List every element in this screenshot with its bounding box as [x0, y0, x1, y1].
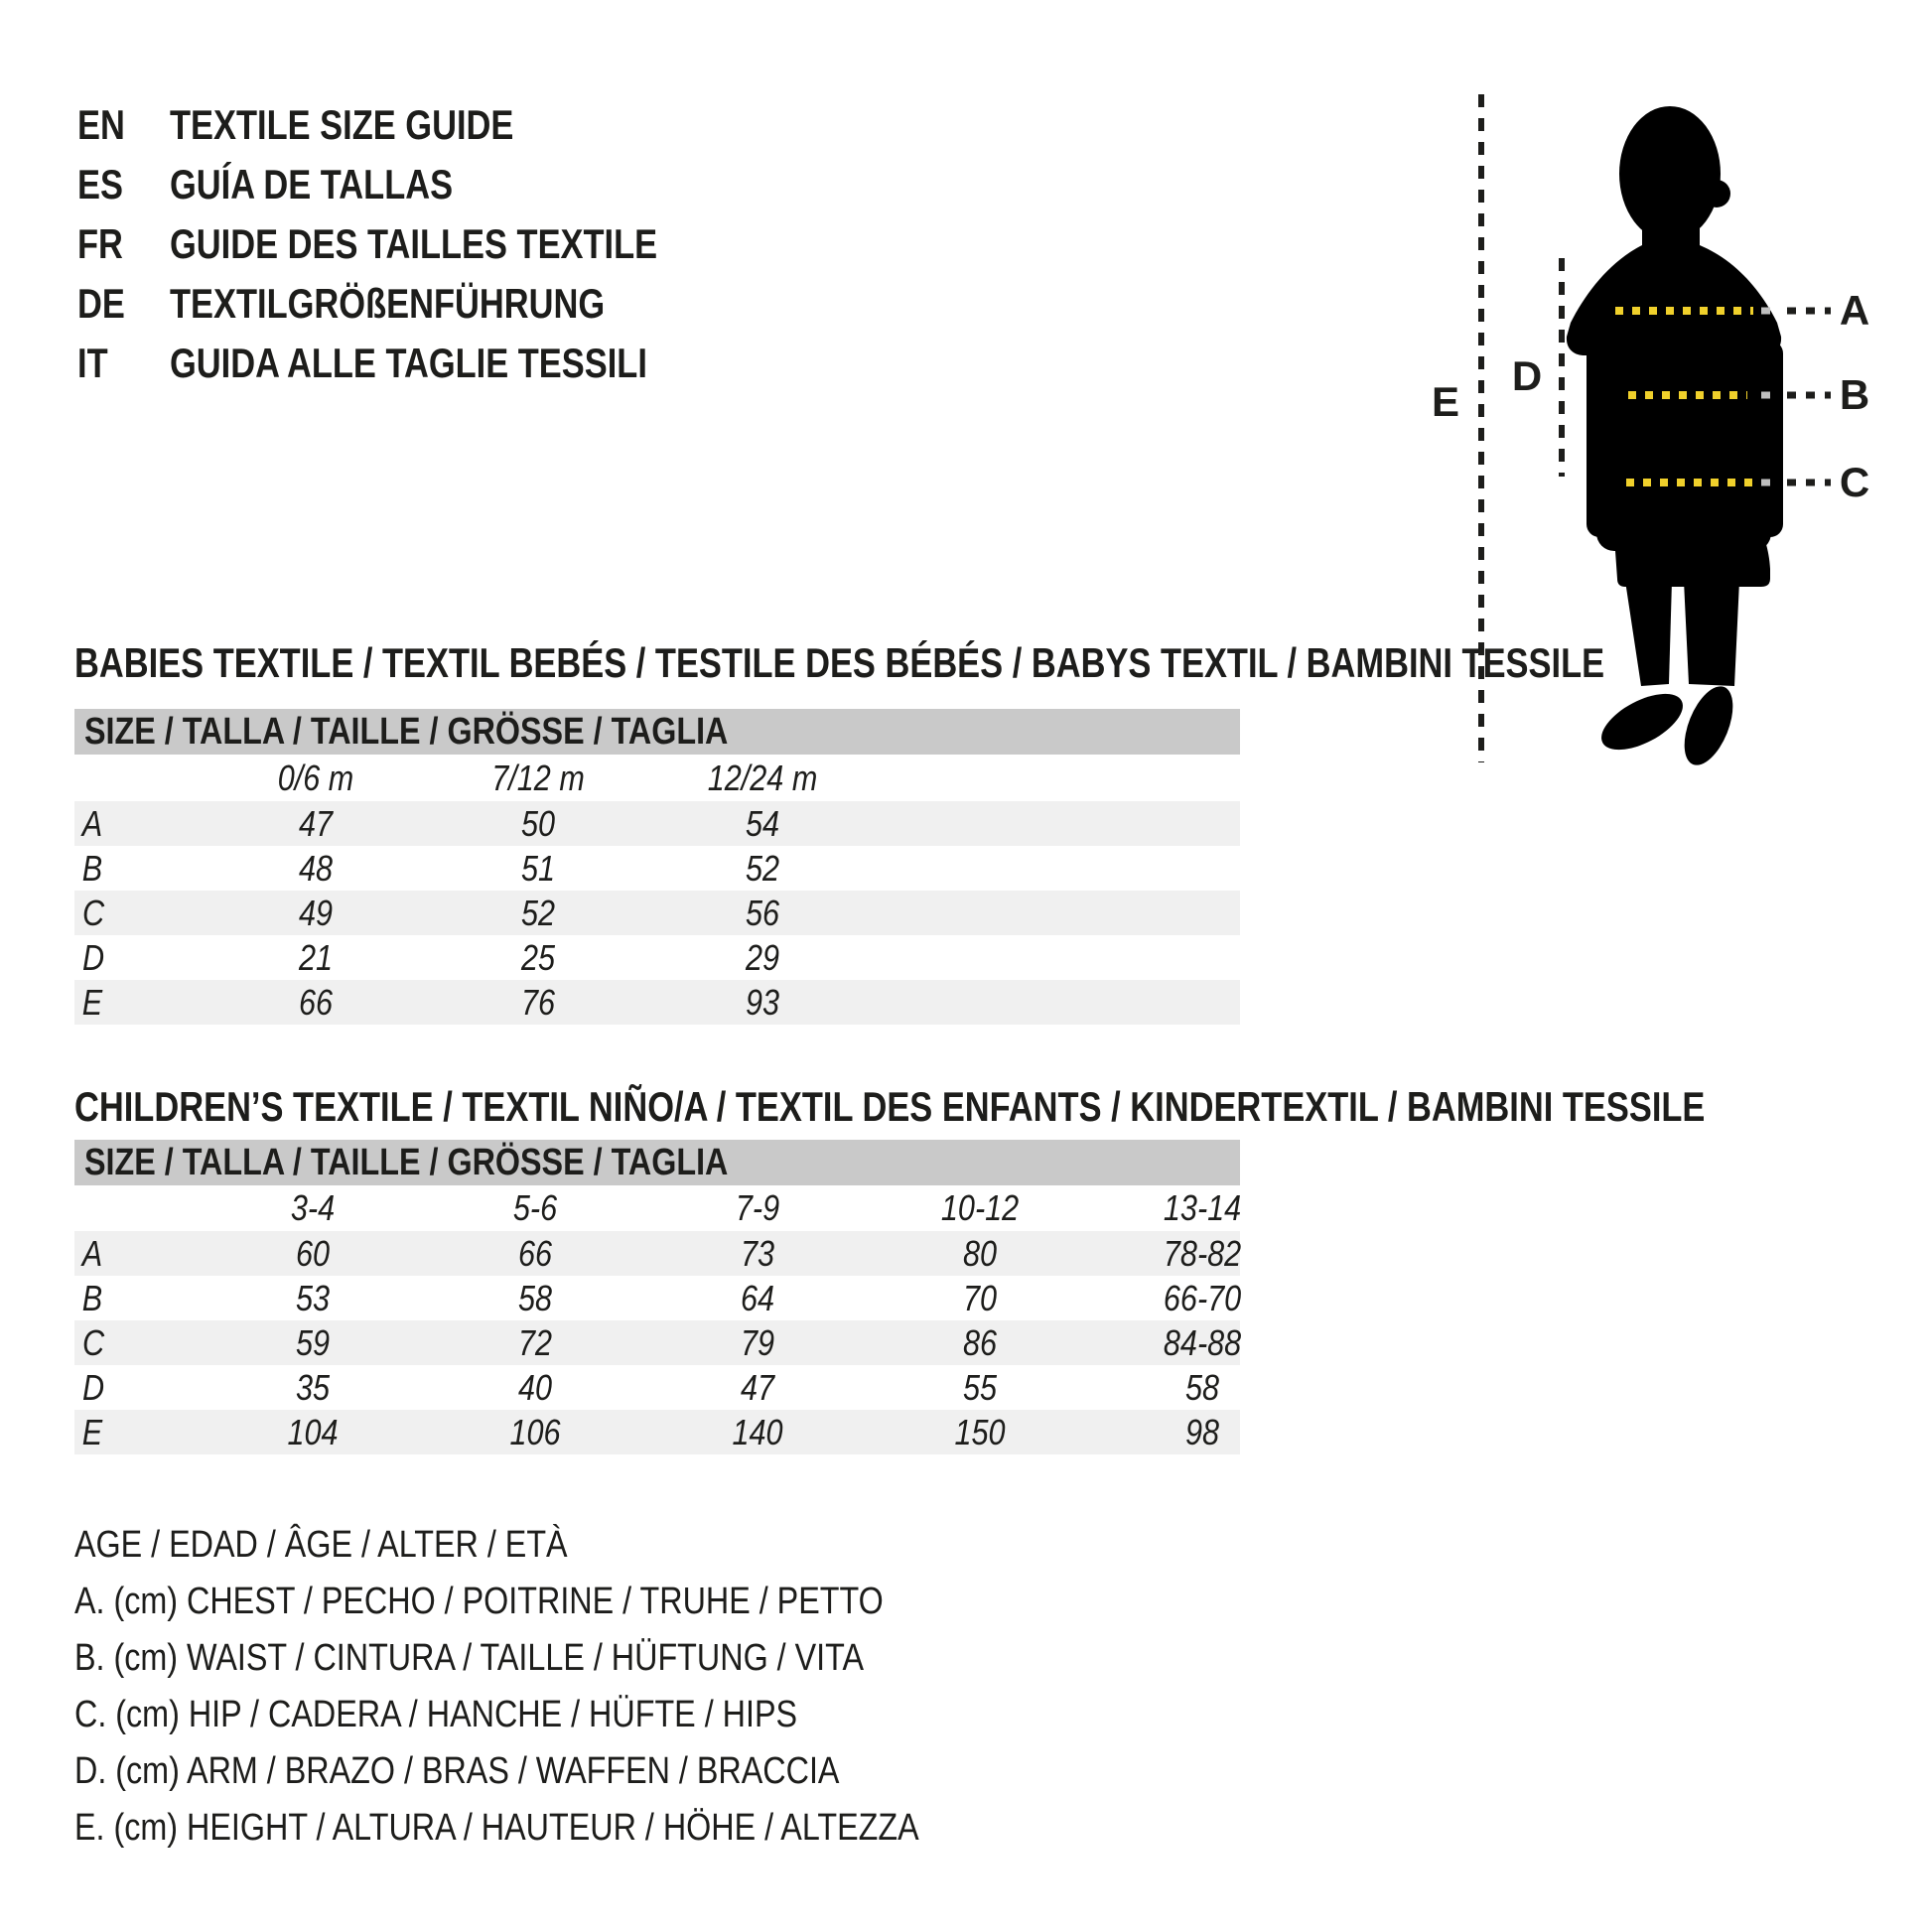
language-row-de — [77, 274, 764, 334]
table-row-children-d — [74, 1365, 1240, 1410]
table-cell: 53 — [295, 1278, 331, 1318]
table-cell: 25 — [520, 937, 556, 978]
table-cell: 86 — [962, 1322, 998, 1363]
language-row-it — [77, 334, 764, 393]
table-cell: 58 — [517, 1278, 553, 1318]
table-cell: 84-88 — [1163, 1322, 1242, 1363]
language-title-list — [77, 95, 764, 393]
table-cell: 51 — [520, 848, 556, 889]
table-cell: 47 — [740, 1367, 775, 1408]
marker-b-label: B — [1839, 371, 1870, 418]
table-cell: 29 — [745, 937, 780, 978]
row-label: C — [81, 893, 105, 933]
language-code: ES — [77, 161, 123, 207]
table-cell: 93 — [745, 982, 780, 1023]
table-cell: 58 — [1184, 1367, 1220, 1408]
column-header: 3-4 — [290, 1187, 336, 1228]
table-cell: 52 — [745, 848, 780, 889]
guide-title-fr: GUIDE DES TAILLES TEXTILE — [170, 220, 658, 267]
column-header: 0/6 m — [277, 758, 354, 798]
table-cell: 106 — [509, 1412, 561, 1452]
marker-d-label: D — [1511, 352, 1543, 399]
table-row-babies-a — [74, 801, 1240, 846]
row-label: B — [81, 848, 103, 889]
row-label: D — [81, 937, 105, 978]
guide-title-es: GUÍA DE TALLAS — [170, 161, 454, 207]
measurement-legend — [74, 1517, 1068, 1857]
measurement-figure — [1420, 84, 1916, 794]
column-header: 13-14 — [1163, 1187, 1242, 1228]
table-cell: 50 — [520, 803, 556, 844]
legend-line-arm: D. (cm) ARM / BRAZO / BRAS / WAFFEN / BRACCIA — [74, 1750, 840, 1792]
row-label: E — [81, 982, 103, 1023]
marker-a-label: A — [1839, 287, 1870, 334]
language-row-fr — [77, 214, 764, 274]
table-cell: 40 — [517, 1367, 553, 1408]
table-cell: 66 — [517, 1233, 553, 1274]
language-code: EN — [77, 101, 125, 148]
language-code: DE — [77, 280, 125, 327]
table-row-babies-d — [74, 935, 1240, 980]
table-cell: 78-82 — [1163, 1233, 1242, 1274]
language-row-en — [77, 95, 764, 155]
children-size-header-bar: SIZE / TALLA / TAILLE / GRÖSSE / TAGLIA — [74, 1140, 1240, 1185]
legend-line-age: AGE / EDAD / ÂGE / ALTER / ETÀ — [74, 1524, 568, 1566]
table-cell: 60 — [295, 1233, 331, 1274]
table-cell: 73 — [740, 1233, 775, 1274]
marker-c-label: C — [1839, 459, 1870, 505]
row-label: A — [81, 803, 103, 844]
table-cell: 140 — [732, 1412, 783, 1452]
table-row-babies-b — [74, 846, 1240, 891]
table-row-children-e — [74, 1410, 1240, 1454]
row-label: B — [81, 1278, 103, 1318]
table-cell: 72 — [517, 1322, 553, 1363]
table-cell: 47 — [298, 803, 334, 844]
table-cell: 52 — [520, 893, 556, 933]
row-label: A — [81, 1233, 103, 1274]
babies-size-header-bar: SIZE / TALLA / TAILLE / GRÖSSE / TAGLIA — [74, 709, 1240, 755]
legend-line-hip: C. (cm) HIP / CADERA / HANCHE / HÜFTE / HIPS — [74, 1694, 798, 1735]
table-row-children-a — [74, 1231, 1240, 1276]
table-cell: 48 — [298, 848, 334, 889]
table-cell: 21 — [298, 937, 334, 978]
table-cell: 59 — [295, 1322, 331, 1363]
legend-line-height: E. (cm) HEIGHT / ALTURA / HAUTEUR / HÖHE / ALTEZZA — [74, 1807, 919, 1849]
children-column-header-row — [74, 1185, 1240, 1231]
column-header: 12/24 m — [707, 758, 818, 798]
babies-section-title: BABIES TEXTILE / TEXTIL BEBÉS / TESTILE DES BÉBÉS / BABYS TEXTIL / BAMBINI TESSILE — [74, 639, 1605, 686]
table-cell: 55 — [962, 1367, 998, 1408]
guide-title-it: GUIDA ALLE TAGLIE TESSILI — [170, 340, 647, 386]
table-cell: 56 — [745, 893, 780, 933]
legend-line-chest: A. (cm) CHEST / PECHO / POITRINE / TRUHE / PETTO — [74, 1581, 884, 1622]
table-cell: 79 — [740, 1322, 775, 1363]
table-cell: 49 — [298, 893, 334, 933]
legend-line-waist: B. (cm) WAIST / CINTURA / TAILLE / HÜFTUNG / VITA — [74, 1637, 865, 1679]
figure-diagram — [1420, 84, 1916, 794]
table-cell: 150 — [954, 1412, 1006, 1452]
column-header: 7/12 m — [491, 758, 585, 798]
table-cell: 64 — [740, 1278, 775, 1318]
column-header: 7-9 — [735, 1187, 780, 1228]
table-cell: 66-70 — [1163, 1278, 1242, 1318]
row-label: D — [81, 1367, 105, 1408]
language-row-es — [77, 155, 764, 214]
row-label: C — [81, 1322, 105, 1363]
table-cell: 98 — [1184, 1412, 1220, 1452]
guide-title-en: TEXTILE SIZE GUIDE — [170, 101, 514, 148]
table-cell: 70 — [962, 1278, 998, 1318]
guide-title-de: TEXTILGRÖßENFÜHRUNG — [170, 280, 606, 327]
language-code: IT — [77, 340, 108, 386]
table-cell: 66 — [298, 982, 334, 1023]
table-row-children-c — [74, 1320, 1240, 1365]
table-row-children-b — [74, 1276, 1240, 1320]
row-label: E — [81, 1412, 103, 1452]
children-section-title: CHILDREN’S TEXTILE / TEXTIL NIÑO/A / TEXTIL DES ENFANTS / KINDERTEXTIL / BAMBINI TESSILE — [74, 1083, 1706, 1130]
language-code: FR — [77, 220, 123, 267]
column-header: 5-6 — [512, 1187, 558, 1228]
table-cell: 76 — [520, 982, 556, 1023]
table-cell: 54 — [745, 803, 780, 844]
marker-e-label: E — [1431, 378, 1460, 425]
table-cell: 35 — [295, 1367, 331, 1408]
column-header: 10-12 — [940, 1187, 1020, 1228]
table-row-babies-c — [74, 891, 1240, 935]
babies-column-header-row — [74, 755, 1240, 801]
table-cell: 80 — [962, 1233, 998, 1274]
table-row-babies-e — [74, 980, 1240, 1025]
table-cell: 104 — [287, 1412, 339, 1452]
